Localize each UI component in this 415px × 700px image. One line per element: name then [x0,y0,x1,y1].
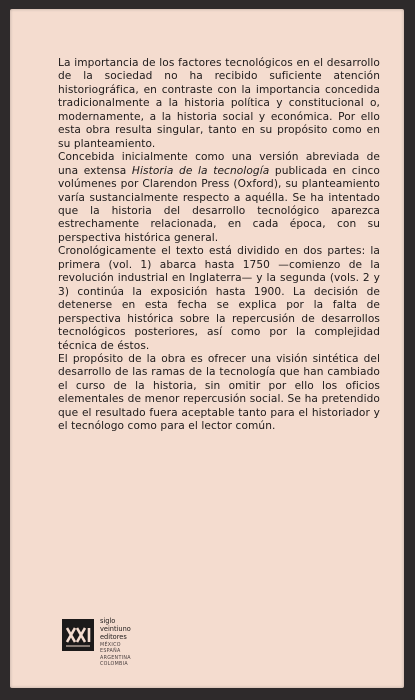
publisher-imprint [62,618,222,678]
book-title-italic: Historia de la tecnología [131,164,270,177]
sxxi-logo-icon [62,619,94,651]
blurb-paragraph-3: Cronológicamente el texto está dividido en dos partes: la primera (vol. 1) abarca hasta 1750 —comienzo de la revolución industrial en Inglaterra— y la segunda (vols. 2 y 3) continúa la exposición hasta 1900. La decisión de detenerse en esta fecha se explica por la falta de perspectiva histórica sobre la repercusión de desarrollos tecnológicos posteriores, así como por la complejidad técnica de éstos. [58,245,380,352]
country-label: MÉXICO [100,643,121,648]
country-label: COLOMBIA [100,662,128,668]
publisher-name-line: veintiuno [100,624,131,633]
book-back-cover [10,9,404,688]
blurb-paragraph-1: La importancia de los factores tecnológicos en el desarrollo de la sociedad no ha recibido suficiente atención historiográfica, en contraste con la importancia concedida tradicionalmente a la historia política y constitucional o, modernamente, a la historia social y económica. Por ello esta obra resulta singular, tanto en su propósito como en su planteamiento. [58,57,380,150]
country-label: ARGENTINA [100,655,131,661]
blurb-paragraph-2-start: Concebida inicialmente como una versión abreviada de una extensa [58,151,380,177]
back-cover-blurb [58,57,380,434]
blurb-paragraph-2 [58,151,380,245]
blurb-paragraph-4: El propósito de la obra es ofrecer una visión sintética del desarrollo de las ramas de la tecnología que han cambiado el curso de la historia, sin omitir por ello los oficios elementales de menor repercusión social. Se ha pretendido que el resultado fuera aceptable tanto para el historiador y el tecnólogo como para el lector común. [58,352,380,433]
publisher-name [100,618,131,641]
publisher-name-line: editores [100,632,127,641]
publisher-countries [100,643,131,669]
blurb-paragraph-2-end: publicada en cinco volúmenes por Clarendon Press (Oxford), su planteamiento varía sustancialmente respecto a aquélla. Se ha intentado que la historia del desarrollo tecnológico aparezca estrechamente relacionada, en cada época, con su perspectiva histórica general. [58,164,380,244]
publisher-name-line: siglo [100,617,116,625]
country-label: ESPAÑA [100,649,121,655]
